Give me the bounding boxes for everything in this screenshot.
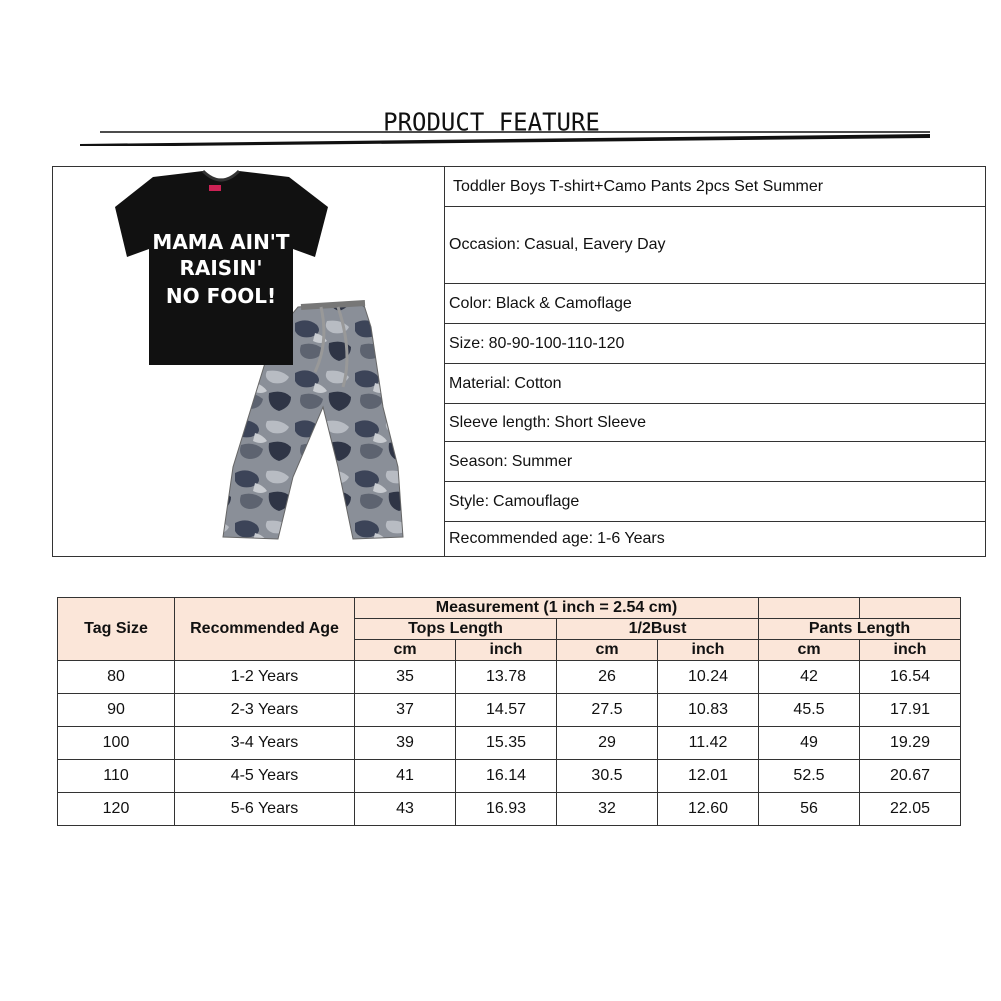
header-inch: inch <box>658 640 759 661</box>
table-cell-tops-in: 15.35 <box>456 727 557 760</box>
table-cell-bust-cm: 32 <box>557 793 658 826</box>
table-cell-tag: 90 <box>58 694 175 727</box>
feature-label: Recommended age: <box>449 530 594 547</box>
table-row <box>58 661 961 694</box>
header-cm: cm <box>557 640 658 661</box>
header-tops-length: Tops Length <box>355 619 557 640</box>
table-row <box>58 793 961 826</box>
feature-value: 1-6 Years <box>597 530 665 547</box>
table-cell-tops-cm: 43 <box>355 793 456 826</box>
feature-label: Sleeve length: <box>449 413 551 431</box>
table-cell-pants-in: 22.05 <box>860 793 961 826</box>
feature-table <box>52 166 986 557</box>
header-inch: inch <box>456 640 557 661</box>
feature-row-style <box>444 482 985 522</box>
table-cell-tops-in: 13.78 <box>456 661 557 694</box>
table-cell-tops-in: 14.57 <box>456 694 557 727</box>
table-cell-age: 5-6 Years <box>175 793 355 826</box>
table-cell-bust-cm: 30.5 <box>557 760 658 793</box>
size-chart-table <box>57 597 961 826</box>
feature-label: Style: <box>449 492 490 510</box>
table-cell-age: 1-2 Years <box>175 661 355 694</box>
feature-row-material <box>444 364 985 404</box>
table-cell-bust-in: 10.24 <box>658 661 759 694</box>
feature-value: Summer <box>511 452 573 470</box>
feature-row-size <box>444 324 985 364</box>
table-cell-tops-in: 16.14 <box>456 760 557 793</box>
feature-row-color <box>444 284 985 324</box>
feature-row-season <box>444 442 985 482</box>
table-cell-tag: 120 <box>58 793 175 826</box>
title-underline <box>80 128 930 146</box>
table-cell-age: 3-4 Years <box>175 727 355 760</box>
table-cell-tag: 110 <box>58 760 175 793</box>
header-recommended-age: Recommended Age <box>175 598 355 661</box>
table-cell-bust-in: 12.60 <box>658 793 759 826</box>
table-row <box>58 760 961 793</box>
header-blank <box>759 598 860 619</box>
header-cm: cm <box>759 640 860 661</box>
table-cell-bust-in: 10.83 <box>658 694 759 727</box>
feature-label: Season: <box>449 452 508 470</box>
feature-row-occasion <box>444 207 985 284</box>
table-cell-pants-cm: 42 <box>759 661 860 694</box>
table-cell-tag: 100 <box>58 727 175 760</box>
feature-row-sleeve <box>444 404 985 442</box>
header-half-bust: 1/2Bust <box>557 619 759 640</box>
table-cell-pants-cm: 52.5 <box>759 760 860 793</box>
header-inch: inch <box>860 640 961 661</box>
feature-value: Casual, Eavery Day <box>524 236 666 253</box>
page-title: PRODUCT FEATURE <box>383 107 600 137</box>
product-image-cell <box>53 167 445 556</box>
header-cm: cm <box>355 640 456 661</box>
shirt-text-line-3: NO FOOL! <box>165 284 277 308</box>
table-row <box>58 694 961 727</box>
feature-value: Toddler Boys T-shirt+Camo Pants 2pcs Set Summer <box>453 177 824 195</box>
feature-value: Short Sleeve <box>554 413 647 431</box>
table-cell-bust-cm: 29 <box>557 727 658 760</box>
header-pants-length: Pants Length <box>759 619 961 640</box>
feature-label: Size: <box>449 334 485 352</box>
table-cell-age: 2-3 Years <box>175 694 355 727</box>
feature-row-age <box>444 522 985 556</box>
table-cell-pants-cm: 56 <box>759 793 860 826</box>
table-cell-pants-in: 17.91 <box>860 694 961 727</box>
table-cell-pants-in: 19.29 <box>860 727 961 760</box>
feature-value: Black & Camoflage <box>495 294 632 312</box>
product-image <box>53 167 444 556</box>
header-measurement: Measurement (1 inch = 2.54 cm) <box>355 598 759 619</box>
shirt-text-line-2: RAISIN' <box>179 256 263 280</box>
table-cell-bust-cm: 27.5 <box>557 694 658 727</box>
feature-label: Occasion: <box>449 236 521 253</box>
table-cell-bust-cm: 26 <box>557 661 658 694</box>
feature-value: Camouflage <box>493 492 580 510</box>
feature-rows <box>444 167 985 556</box>
feature-value: 80-90-100-110-120 <box>488 334 625 352</box>
feature-value: Cotton <box>514 374 562 392</box>
table-cell-age: 4-5 Years <box>175 760 355 793</box>
table-cell-pants-cm: 49 <box>759 727 860 760</box>
shirt-text-line-1: MAMA AIN'T <box>152 230 290 254</box>
header-tag-size: Tag Size <box>58 598 175 661</box>
table-cell-bust-in: 11.42 <box>658 727 759 760</box>
feature-row-title <box>444 167 985 207</box>
table-cell-tag: 80 <box>58 661 175 694</box>
table-cell-bust-in: 12.01 <box>658 760 759 793</box>
table-cell-pants-in: 16.54 <box>860 661 961 694</box>
table-cell-tops-in: 16.93 <box>456 793 557 826</box>
header-blank <box>860 598 961 619</box>
table-cell-pants-in: 20.67 <box>860 760 961 793</box>
table-cell-tops-cm: 37 <box>355 694 456 727</box>
table-cell-tops-cm: 41 <box>355 760 456 793</box>
table-cell-tops-cm: 39 <box>355 727 456 760</box>
feature-label: Color: <box>449 294 492 312</box>
table-cell-tops-cm: 35 <box>355 661 456 694</box>
size-rows <box>58 661 961 826</box>
table-cell-pants-cm: 45.5 <box>759 694 860 727</box>
feature-label: Material: <box>449 374 511 392</box>
table-row <box>58 727 961 760</box>
